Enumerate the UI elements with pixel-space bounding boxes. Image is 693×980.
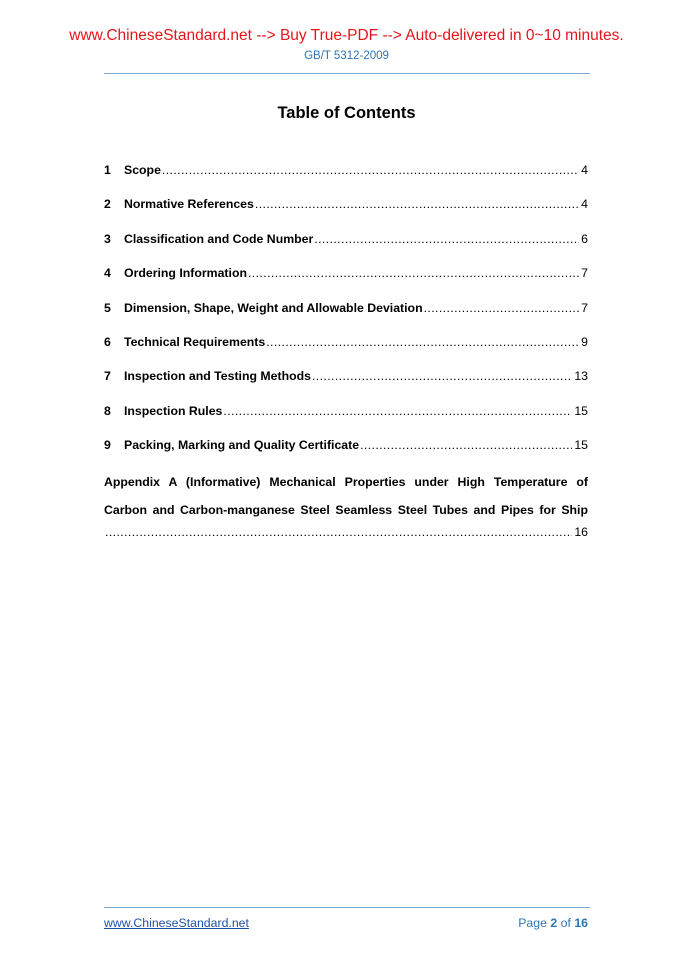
toc-entry-dimension[interactable] (104, 298, 588, 332)
standard-code: GB/T 5312-2009 (304, 50, 389, 62)
toc-dot-leader (424, 298, 580, 318)
toc-dot-leader (360, 435, 572, 455)
toc-entry-classification[interactable] (104, 229, 588, 263)
page-of: of (557, 916, 575, 930)
toc-entry-label: Dimension, Shape, Weight and Allowable Deviation (124, 300, 423, 315)
toc-entry-packing-marking[interactable] (104, 435, 588, 469)
page-number (518, 916, 588, 930)
toc-entry-number: 5 (104, 300, 111, 315)
toc-dot-leader (162, 160, 579, 180)
toc-entry-page: 4 (581, 163, 588, 177)
toc-entry-label: Inspection Rules (124, 403, 223, 418)
toc-dot-leader (223, 401, 572, 421)
toc-entry-page: 6 (581, 231, 588, 246)
footer-site-link[interactable]: www.ChineseStandard.net (104, 916, 249, 930)
toc-entry-page: 13 (574, 369, 588, 384)
page-current: 2 (550, 916, 558, 930)
toc-entry-label: Normative References (124, 197, 254, 212)
page-prefix: Page (518, 916, 551, 930)
toc-entry-number: 7 (104, 369, 111, 384)
toc-dot-leader (248, 263, 579, 283)
toc-entry-number: 2 (104, 197, 111, 212)
toc-entry-label: Classification and Code Number (124, 231, 314, 246)
toc-entry-page: 15 (574, 438, 588, 453)
toc-entry-inspection-testing[interactable] (104, 366, 588, 400)
toc-entry-normative-references[interactable] (104, 194, 588, 228)
toc-entry-technical-requirements[interactable] (104, 332, 588, 366)
toc-entry-appendix-a[interactable] (104, 468, 588, 524)
toc-entry-number: 9 (104, 438, 111, 453)
table-of-contents (104, 160, 588, 470)
toc-entry-number: 6 (104, 334, 111, 349)
toc-dot-leader (105, 522, 572, 542)
toc-entry-page: 7 (581, 300, 588, 315)
toc-entry-scope[interactable] (104, 160, 588, 194)
toc-dot-leader (255, 194, 579, 214)
page-title: Table of Contents (277, 104, 416, 122)
toc-entry-page: 4 (581, 197, 588, 212)
toc-entry-page: 9 (581, 334, 588, 349)
toc-entry-number: 4 (104, 266, 111, 281)
toc-entry-label: Packing, Marking and Quality Certificate (124, 438, 360, 453)
toc-entry-page: 7 (581, 266, 588, 281)
header-divider (104, 73, 590, 74)
toc-dot-leader (312, 366, 572, 386)
toc-entry-ordering-information[interactable] (104, 263, 588, 297)
toc-entry-number: 3 (104, 231, 111, 246)
toc-entry-label: Inspection and Testing Methods (124, 369, 311, 384)
page-total: 16 (574, 916, 588, 930)
appendix-page-leader[interactable] (104, 522, 588, 542)
toc-entry-number: 1 (104, 163, 111, 177)
toc-entry-label: Scope (124, 163, 161, 177)
appendix-page: 16 (574, 525, 588, 539)
toc-entry-label: Technical Requirements (124, 334, 266, 349)
toc-entry-number: 8 (104, 403, 111, 418)
appendix-title-line-1: Appendix A (Informative) Mechanical Properties under High Temperature of (104, 475, 588, 489)
toc-entry-inspection-rules[interactable] (104, 401, 588, 435)
toc-dot-leader (314, 229, 579, 249)
toc-entry-page: 15 (574, 403, 588, 418)
appendix-title-line-2: Carbon and Carbon-manganese Steel Seamless Steel Tubes and Pipes for Ship (104, 503, 588, 517)
toc-dot-leader (266, 332, 579, 352)
footer-divider (104, 907, 590, 908)
toc-entry-label: Ordering Information (124, 266, 247, 281)
header-banner[interactable]: www.ChineseStandard.net --> Buy True-PDF --> Auto-delivered in 0~10 minutes. (69, 27, 624, 44)
